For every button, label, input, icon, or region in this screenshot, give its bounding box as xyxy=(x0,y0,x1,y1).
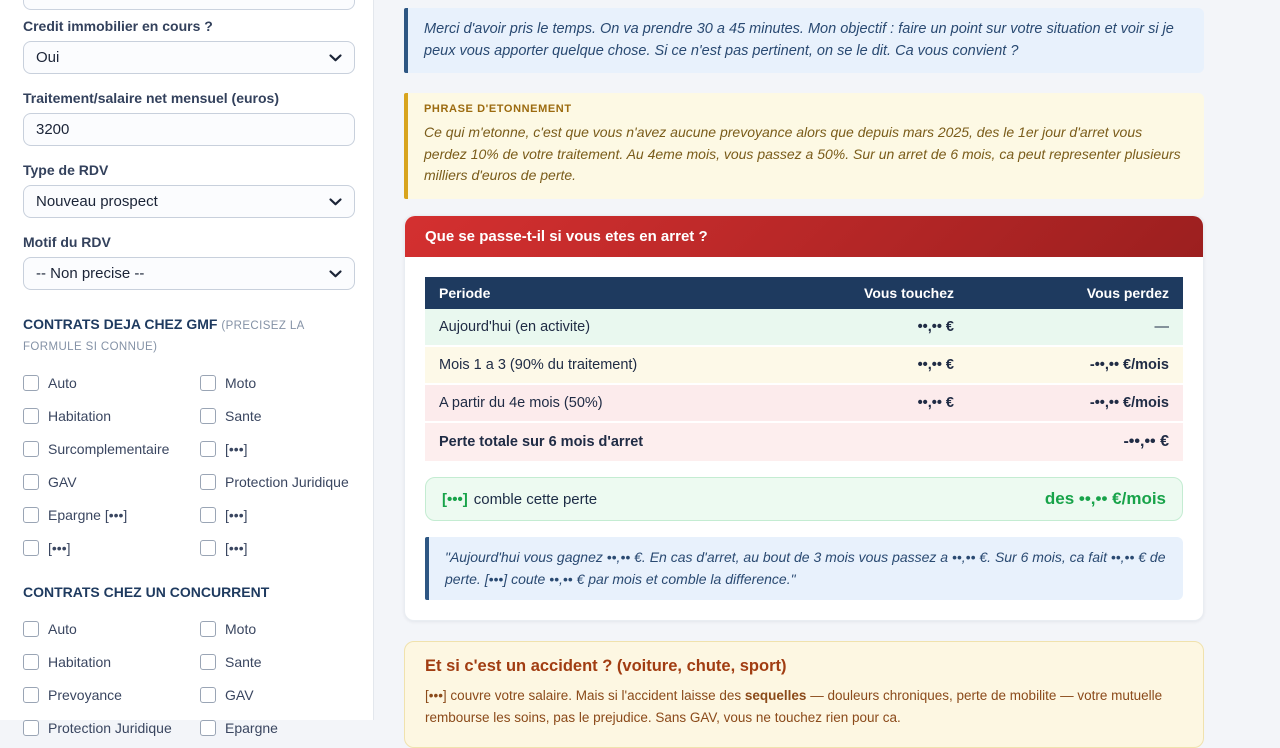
gmf-check-sante[interactable] xyxy=(200,408,355,424)
intro-quote xyxy=(404,8,1204,73)
gmf-check-surcomplementaire[interactable] xyxy=(23,441,200,457)
checkbox-label: [•••] xyxy=(225,440,248,457)
periode-cell: Aujourd'hui (en activite) xyxy=(425,309,783,346)
gmf-check-masked-3[interactable] xyxy=(23,540,200,556)
solution-label: comble cette perte xyxy=(473,490,598,508)
gmf-check-moto[interactable] xyxy=(200,375,355,391)
accident-body-after: — douleurs chroniques, perte de mobilite — votre mutuelle rembourse les soins, pas le prejudice. Sans GAV, vous ne touchez rien pour ca. xyxy=(425,688,1163,725)
checkbox-label: Epargne xyxy=(225,719,278,736)
form-sidebar xyxy=(0,0,374,736)
concurrent-check-protection-juridique[interactable] xyxy=(23,720,200,736)
table-row xyxy=(425,346,1183,384)
gmf-check-masked-2[interactable] xyxy=(200,507,355,523)
checkbox[interactable] xyxy=(200,474,216,490)
intro-quote-text: Merci d'avoir pris le temps. On va prendre 30 a 45 minutes. Mon objectif : faire un point sur votre situation et voir si je peux vous apporter quelque chose. Si ce n'est pas pertinent, on se le dit. Ca vous convient ? xyxy=(424,21,1174,60)
touchez-cell: ••,•• € xyxy=(783,346,968,384)
checkbox-label: Protection Juridique xyxy=(48,719,172,736)
table-row-total xyxy=(425,422,1183,461)
motif-rdv-select[interactable] xyxy=(23,257,355,290)
script-main-content xyxy=(374,0,1280,725)
periode-cell: Mois 1 a 3 (90% du traitement) xyxy=(425,346,783,384)
checkbox[interactable] xyxy=(23,474,39,490)
checkbox-label: Moto xyxy=(225,374,257,391)
checkbox-label: Habitation xyxy=(48,407,112,424)
arret-card-body xyxy=(405,257,1203,620)
etonnement-title: PHRASE D'ETONNEMENT xyxy=(424,102,572,115)
perdez-cell: -••,•• €/mois xyxy=(968,384,1183,422)
credit-immobilier-value: Oui xyxy=(36,49,60,66)
solution-amount: des ••,•• €/mois xyxy=(1044,489,1166,508)
perdez-cell: -••,•• €/mois xyxy=(968,346,1183,384)
salaire-input[interactable] xyxy=(23,113,355,146)
credit-immobilier-select[interactable] xyxy=(23,41,355,74)
accident-body-bold: sequelles xyxy=(744,688,807,704)
gmf-check-auto[interactable] xyxy=(23,375,200,391)
concurrent-contracts-section-title xyxy=(23,582,355,603)
perdez-cell: — xyxy=(968,309,1183,346)
gmf-checkbox-grid xyxy=(23,375,355,556)
checkbox-label: Sante xyxy=(225,653,262,670)
motif-rdv-label: Motif du RDV xyxy=(23,234,111,250)
arret-card-header: Que se passe-t-il si vous etes en arret ? xyxy=(405,216,1203,257)
checkbox-label: [•••] xyxy=(48,539,71,556)
touchez-cell xyxy=(783,422,968,461)
checkbox[interactable] xyxy=(200,720,216,736)
checkbox[interactable] xyxy=(23,441,39,457)
table-row xyxy=(425,384,1183,422)
checkbox-label: Surcomplementaire xyxy=(48,440,170,457)
chevron-down-icon xyxy=(329,198,342,206)
checkbox[interactable] xyxy=(200,621,216,637)
checkbox[interactable] xyxy=(23,408,39,424)
perdez-cell: -••,•• € xyxy=(968,422,1183,461)
arret-card xyxy=(404,215,1204,621)
concurrent-check-epargne[interactable] xyxy=(200,720,355,736)
concurrent-check-moto[interactable] xyxy=(200,621,355,637)
checkbox-label: Auto xyxy=(48,374,77,391)
checkbox[interactable] xyxy=(23,540,39,556)
col-vous-perdez: Vous perdez xyxy=(968,277,1183,309)
type-rdv-select[interactable] xyxy=(23,185,355,218)
checkbox-label: Sante xyxy=(225,407,262,424)
type-rdv-value: Nouveau prospect xyxy=(36,193,158,210)
accident-body xyxy=(425,685,1183,728)
col-vous-touchez: Vous touchez xyxy=(783,277,968,309)
concurrent-check-prevoyance[interactable] xyxy=(23,687,200,703)
checkbox[interactable] xyxy=(23,621,39,637)
accident-title: Et si c'est un accident ? (voiture, chute, sport) xyxy=(425,657,787,676)
credit-immobilier-label: Credit immobilier en cours ? xyxy=(23,18,213,34)
concurrent-check-sante[interactable] xyxy=(200,654,355,670)
arret-table-header-row xyxy=(425,277,1183,309)
checkbox[interactable] xyxy=(200,507,216,523)
checkbox[interactable] xyxy=(23,720,39,736)
checkbox-label: [•••] xyxy=(225,506,248,523)
concurrent-checkbox-grid xyxy=(23,621,355,736)
concurrent-contracts-title: CONTRATS CHEZ UN CONCURRENT xyxy=(23,583,270,600)
concurrent-check-gav[interactable] xyxy=(200,687,355,703)
motif-rdv-value: -- Non precise -- xyxy=(36,265,145,282)
checkbox-label: Prevoyance xyxy=(48,686,122,703)
arret-table xyxy=(425,277,1183,461)
gmf-check-habitation[interactable] xyxy=(23,408,200,424)
checkbox-label: Epargne [•••] xyxy=(48,506,128,523)
gmf-check-masked-4[interactable] xyxy=(200,540,355,556)
solution-text xyxy=(442,491,597,508)
checkbox[interactable] xyxy=(23,654,39,670)
checkbox[interactable] xyxy=(23,507,39,523)
accident-card xyxy=(404,641,1204,747)
checkbox-label: Auto xyxy=(48,620,77,637)
chevron-down-icon xyxy=(329,270,342,278)
checkbox[interactable] xyxy=(200,687,216,703)
chevron-down-icon xyxy=(329,54,342,62)
checkbox[interactable] xyxy=(200,375,216,391)
checkbox-label: Habitation xyxy=(48,653,112,670)
checkbox-label: Protection Juridique xyxy=(225,473,349,490)
checkbox-label: [•••] xyxy=(225,539,248,556)
checkbox[interactable] xyxy=(23,375,39,391)
truncated-input-top[interactable] xyxy=(23,0,355,10)
checkbox[interactable] xyxy=(200,441,216,457)
etonnement-text: Ce qui m'etonne, c'est que vous n'avez aucune prevoyance alors que depuis mars 2025, des le 1er jour d'arret vous perdez 10% de votre traitement. Au 4eme mois, vous passez a 50%. Sur un arret de 6 mois, ca peut representer plusieurs milliers d'euros de perte. xyxy=(424,123,1181,184)
table-row xyxy=(425,309,1183,346)
solution-box xyxy=(425,477,1183,521)
col-periode: Periode xyxy=(425,277,783,309)
masked-product-tag: [•••] xyxy=(442,490,468,508)
gmf-contracts-subtitle: (PRECISEZ LA FORMULE SI CONNUE) xyxy=(23,320,305,354)
script-quote-text: "Aujourd'hui vous gagnez ••,•• €. En cas d'arret, au bout de 3 mois vous passez a ••,•• €. Sur 6 mois, ca fait ••,•• € de perte. [•••] coute ••,•• € par mois et comble la difference." xyxy=(445,549,1166,587)
concurrent-check-auto[interactable] xyxy=(23,621,200,637)
gmf-check-epargne[interactable] xyxy=(23,507,200,523)
salaire-label: Traitement/salaire net mensuel (euros) xyxy=(23,90,279,106)
checkbox[interactable] xyxy=(200,654,216,670)
checkbox-label: GAV xyxy=(225,686,254,703)
periode-cell: A partir du 4e mois (50%) xyxy=(425,384,783,422)
script-quote xyxy=(425,537,1183,600)
type-rdv-label: Type de RDV xyxy=(23,162,109,178)
touchez-cell: ••,•• € xyxy=(783,309,968,346)
gmf-check-protection-juridique[interactable] xyxy=(200,474,355,490)
checkbox[interactable] xyxy=(200,540,216,556)
checkbox-label: Moto xyxy=(225,620,257,637)
concurrent-check-habitation[interactable] xyxy=(23,654,200,670)
accident-body-before: [•••] couvre votre salaire. Mais si l'accident laisse des xyxy=(425,688,745,704)
gmf-contracts-title: CONTRATS DEJA CHEZ GMF xyxy=(23,316,218,332)
etonnement-callout xyxy=(404,93,1204,199)
gmf-check-masked-1[interactable] xyxy=(200,441,355,457)
periode-cell: Perte totale sur 6 mois d'arret xyxy=(425,422,783,461)
gmf-check-gav[interactable] xyxy=(23,474,200,490)
checkbox-label: GAV xyxy=(48,473,77,490)
checkbox[interactable] xyxy=(23,687,39,703)
touchez-cell: ••,•• € xyxy=(783,384,968,422)
checkbox[interactable] xyxy=(200,408,216,424)
gmf-contracts-section-title xyxy=(23,314,355,357)
